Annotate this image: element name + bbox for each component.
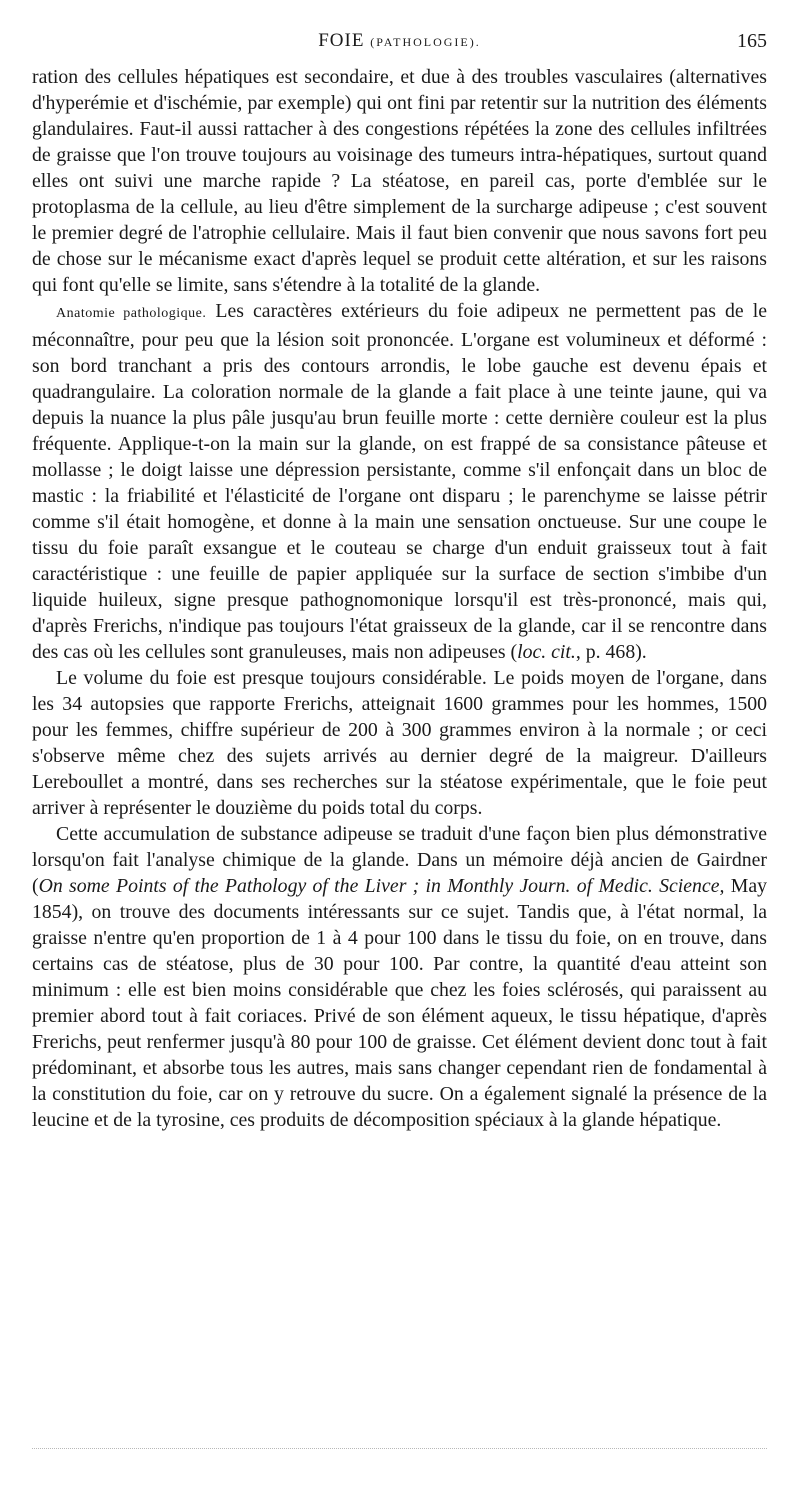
section-heading: Anatomie pathologique. <box>56 306 207 321</box>
paragraph-anatomie-text: Les caractères extérieurs du foie adipeux ne permettent pas de le méconnaître, pour peu que la lésion soit prononcée. L'organe est volumineux et déformé : son bord tranchant a pris des contours arrondis, le lobe gauche est devenu épais et quadrangulaire. La coloration normale de la glande a fait place à une teinte jaune, qui va depuis la nuance la plus pâle jusqu'au brun feuille morte : cette dernière couleur est la plus fréquente. Applique-t-on la main sur la glande, on est frappé de sa consistance pâteuse et mollasse ; le doigt laisse une dépression persistante, comme s'il enfonçait dans un bloc de mastic : la friabilité et l'élasticité de l'organe ont disparu ; le parenchyme se laisse pétrir comme s'il était homogène, et donne à la main une sensation onctueuse. Sur une coupe le tissu du foie paraît exsangue et le couteau se charge d'un enduit graisseux tout à fait caractéristique : une feuille de papier appliquée sur la surface de section s'imbibe d'un liquide huileux, signe presque pathognomonique lorsqu'il est très-prononcé, mais qui, d'après Frerichs, n'indique pas toujours l'état graisseux de la glande, car il se rencontre dans des cas où les cellules sont granuleuses, mais non adipeuses ( <box>32 300 767 663</box>
page-number: 165 <box>737 30 767 52</box>
paragraph-chimie <box>32 821 767 1133</box>
bottom-bleed-line <box>32 1448 767 1449</box>
paragraph-chimie-a: Cette accumulation de substance adipeuse se traduit d'une façon bien plus démonstrative lorsqu'on fait l'analyse chimique de la glande. Dans un mémoire déjà ancien de Gairdner ( <box>32 823 767 897</box>
paragraph-chimie-b: May 1854), on trouve des documents intéressants sur ce sujet. Tandis que, à l'état normal, la graisse n'entre qu'en proportion de 1 à 4 pour 100 dans le tissu du foie, on en trouve, dans certains cas de stéatose, plus de 30 pour 100. Par contre, la quantité d'eau atteint son minimum : elle est bien moins considérable que chez les foies sclérosés, qui paraissent au premier abord tout à fait coriaces. Privé de son élément aqueux, le tissu hépatique, d'après Frerichs, peut renfermer jusqu'à 80 pour 100 de graisse. Cet élément devient donc tout à fait prédominant, et absorbe tous les autres, mais sans changer cependant rien de fondamental à la constitution du foie, car on y retrouve du sucre. On a également signalé la présence de la leucine et de la tyrosine, ces produits de décomposition spéciaux à la glande hépatique. <box>32 875 767 1131</box>
paragraph-anatomie <box>32 298 767 665</box>
paragraph-anatomie-end: , p. 468). <box>575 641 647 663</box>
paragraph-volume: Le volume du foie est presque toujours considérable. Le poids moyen de l'organe, dans les 34 autopsies que rapporte Frerichs, atteignait 1600 grammes pour les hommes, 1500 pour les femmes, chiffre supérieur de 200 à 300 grammes environ à la normale ; or ceci s'observe même chez des sujets arrivés au dernier degré de la maigreur. D'ailleurs Lereboullet a montré, dans ses recherches sur la stéatose expérimentale, que le foie peut arriver à représenter le douzième du poids total du corps. <box>32 667 767 819</box>
running-title <box>32 30 767 52</box>
paragraph-continuation: ration des cellules hépatiques est secondaire, et due à des troubles vasculaires (alternatives d'hyperémie et d'ischémie, par exemple) qui ont fini par retentir sur la nutrition des éléments glandulaires. Faut-il aussi rattacher à des congestions répétées la zone des cellules infiltrées de graisse que l'on trouve toujours au voisinage des tumeurs intra-hépatiques, surtout quand elles ont suivi une marche rapide ? La stéatose, en pareil cas, porte d'emblée sur le protoplasma de la cellule, au lieu d'être simplement de la surcharge adipeuse ; c'est souvent le premier degré de l'atrophie cellulaire. Mais il faut bien convenir que nous savons fort peu de chose sur le mécanisme exact d'après lequel se produit cette altération, et sur les raisons qui font qu'elle se limite, sans s'étendre à la totalité de la glande. <box>32 66 767 296</box>
citation-gairdner: On some Points of the Pathology of the Liver ; in Monthly Journ. of Medic. Science, <box>38 875 725 897</box>
running-head <box>32 30 767 54</box>
running-title-main: FOIE <box>318 30 365 51</box>
citation-loc-cit: loc. cit. <box>517 641 576 663</box>
running-title-sub: (PATHOLOGIE). <box>370 35 481 49</box>
body-text <box>32 64 767 1133</box>
